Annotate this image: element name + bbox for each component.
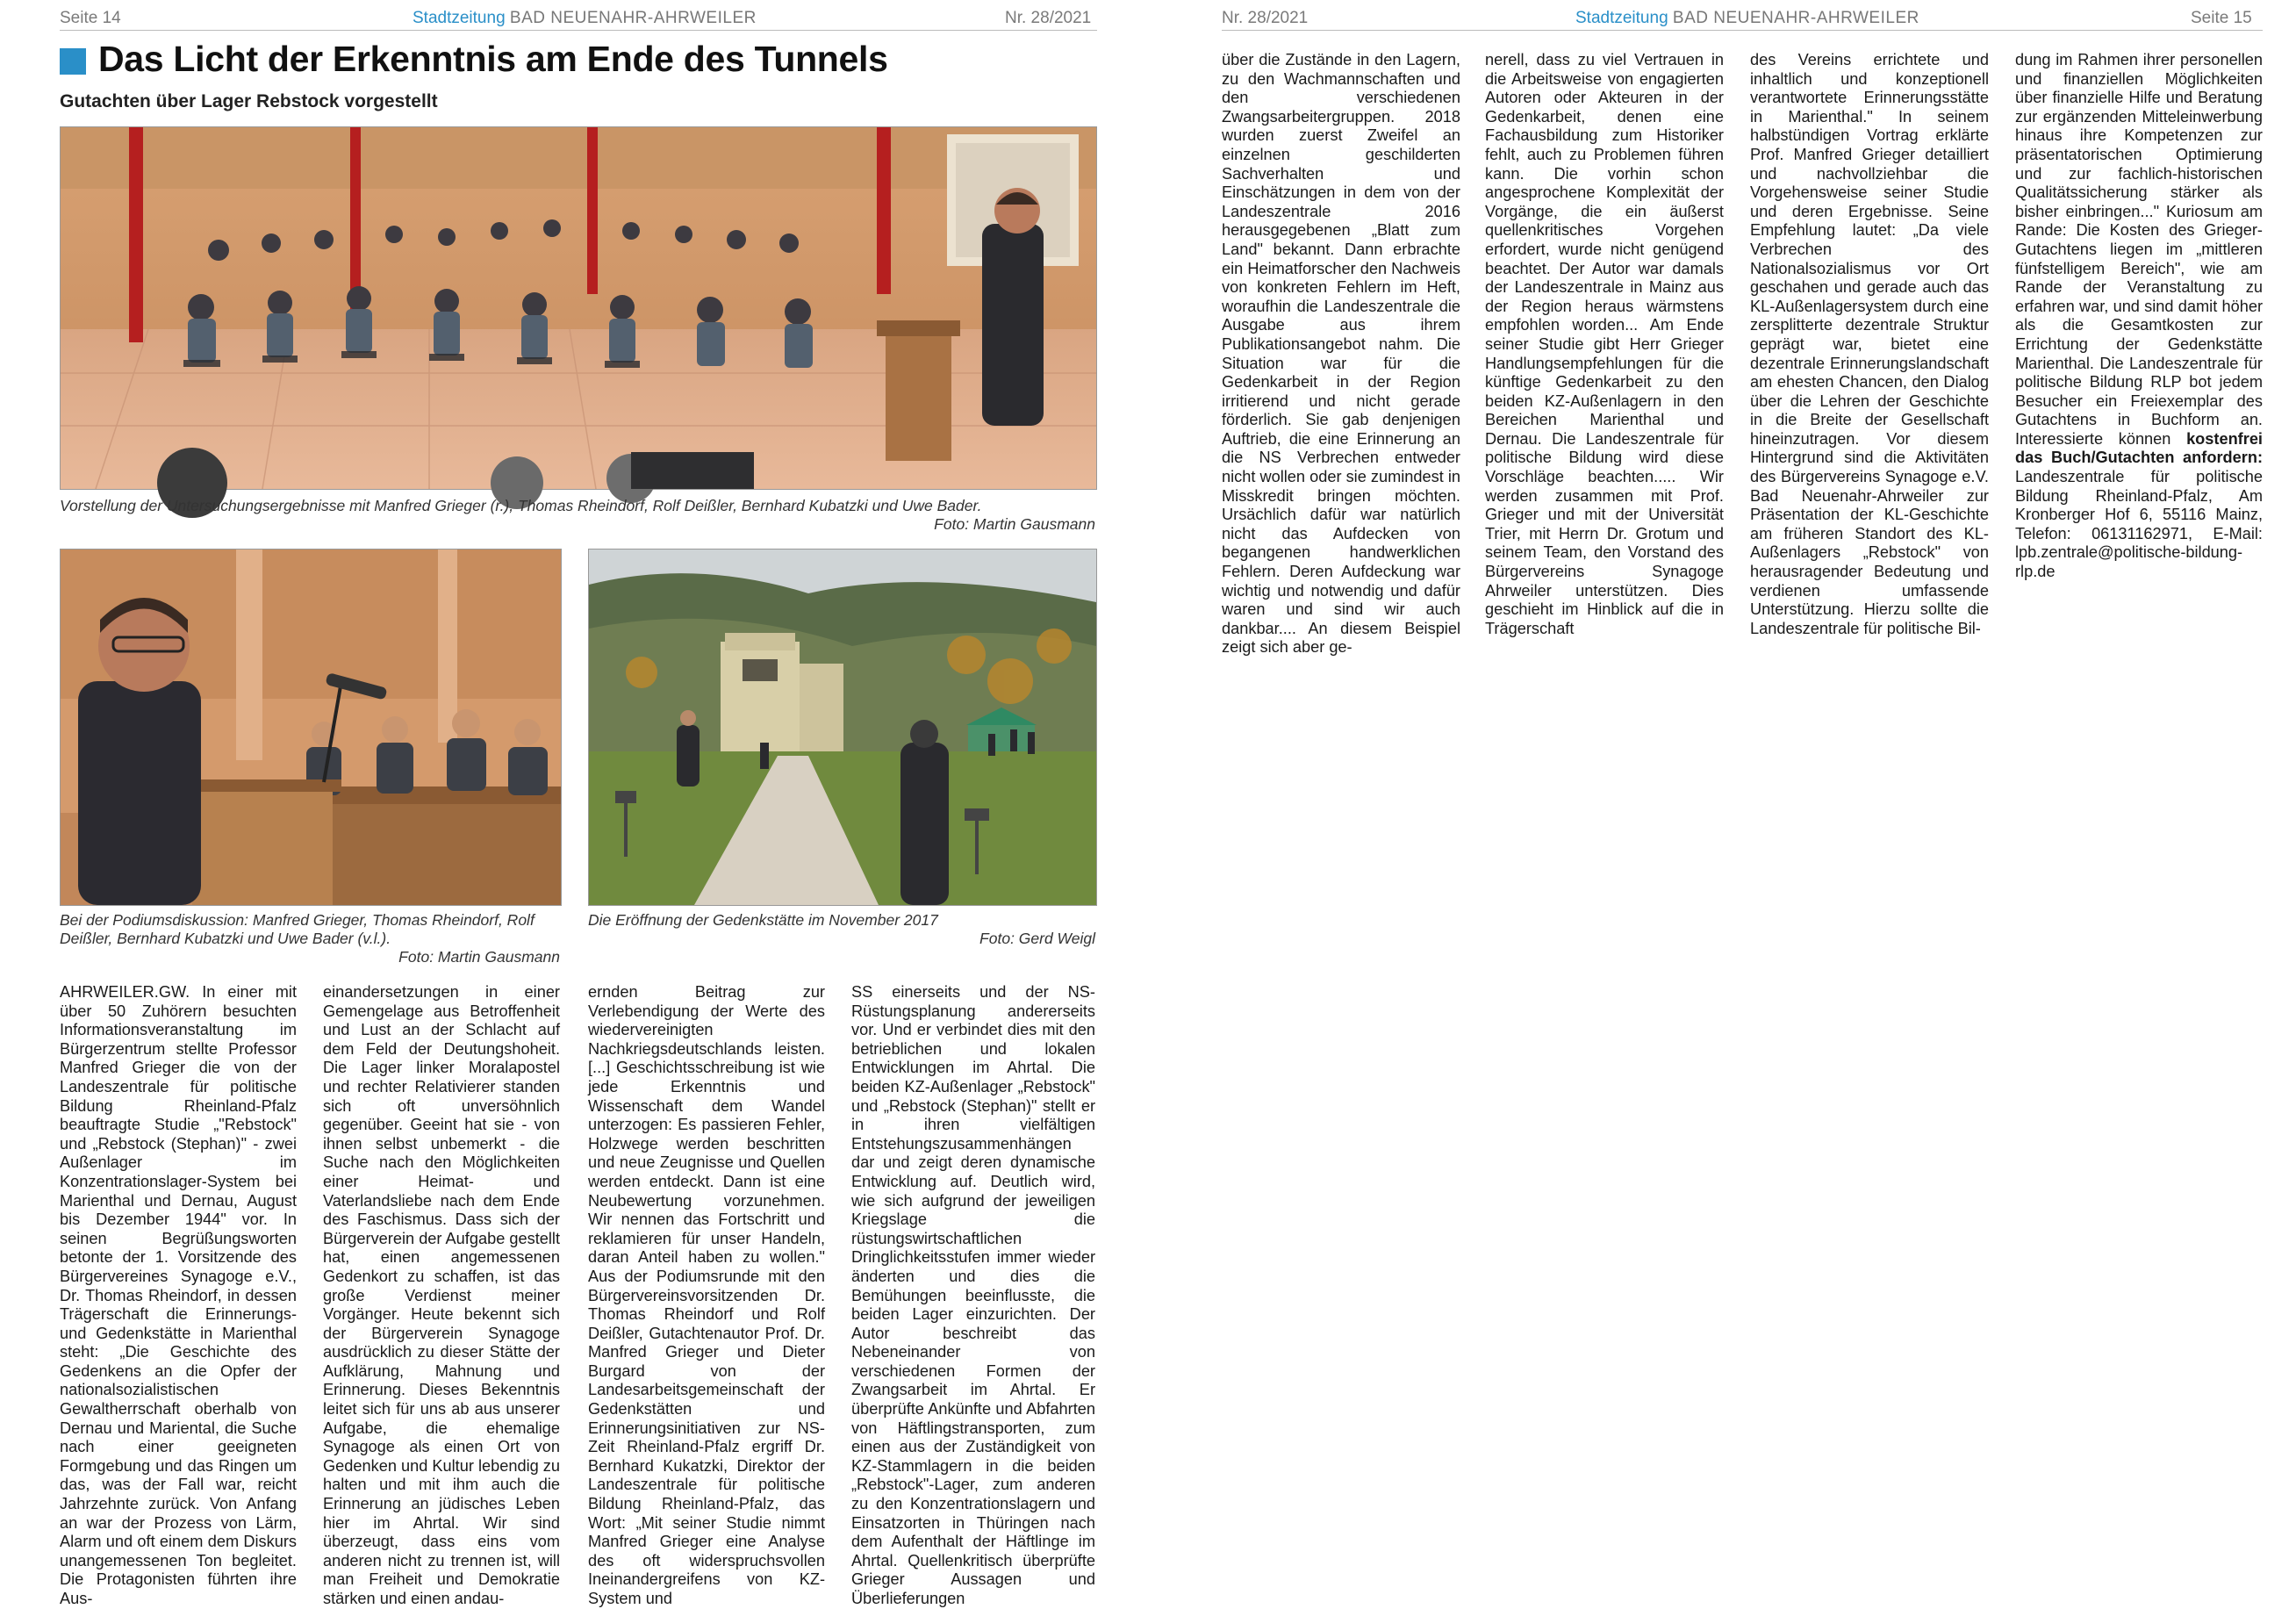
headline-square-icon: [60, 48, 86, 75]
right-brand-city: BAD NEUENAHR-AHRWEILER: [1672, 9, 1919, 27]
memorial-caption-text: Die Eröffnung der Gedenkstätte im November 2017: [588, 911, 938, 929]
article-column-7: [1750, 51, 1989, 637]
column-6-text: nerell, dass zu viel Vertrauen in die Arbeitsweise von engagierten Autoren oder Akteuren in der Gedenkarbeit, denen eine Fachausbildung zum Historiker fehlt, auch zu Problemen führen kann. Die vorhin schon angesprochene Komplexität der Vorgänge, die ein äußerst quellenkritisches Vorgehen erfordert, wurde nicht genügend beachtet. Der Autor war damals der Landeszentrale in Mainz aus der Region heraus wärmstens empfohlen worden... Am Ende seiner Studie gibt Herr Grieger Handlungsempfehlungen für die künftige Gedenkarbeit zu den beiden KZ-Außenlagern in den Bereichen Marienthal und Dernau. Die Landeszentrale für politische Bildung wird diese Vorschläge beachten..... Wir werden zusammen mit Prof. Grieger und mit der Universität Trier, mit Herrn Dr. Grotum und seinem Team, den Vorstand des Bürgervereins Synagoge Ahrweiler unterstützen. Dies geschieht im Hinblick auf die in Trägerschaft: [1485, 51, 1724, 637]
column-3-text: ernden Beitrag zur Verlebendigung der Werte des wiedervereinigten Nachkriegsdeutschlands leisten. [...] Geschichtsschreibung ist wie jede Erkenntnis und Wissenschaft dem Wandel unterzogen: Es passieren Fehler, Holzwege werden beschritten und neue Zeugnisse und Quellen werden entdeckt. Dann ist eine Neubewertung vorzunehmen. Wir nennen das Fortschritt und reklamieren für unser Handeln, daran Anteil haben zu wollen." Aus der Podiumsrunde mit den Bürgervereinsvorsitzenden Dr. Thomas Rheindorf und Rolf Deißler, Gutachtenautor Prof. Dr. Manfred Grieger und Dieter Burgard von der Landesarbeitsgemeinschaft der Gedenkstätten und Erinnerungsinitiativen zur NS-Zeit Rheinland-Pfalz ergriff Dr. Bernhard Kukatzki, Direktor der Landeszentrale für politische Bildung Rheinland-Pfalz, das Wort: „Mit seiner Studie nimmt Manfred Grieger eine Analyse des oft widerspruchsvollen Ineinandergreifens von KZ-System und: [588, 983, 825, 1607]
article-column-3: [588, 983, 825, 1607]
headline: Das Licht der Erkenntnis am Ende des Tunnels: [98, 39, 888, 79]
article-column-1: [60, 983, 297, 1607]
main-caption-text: Vorstellung der Untersuchungsergebnisse mit Manfred Grieger (r.), Thomas Rheindorf, Rolf Deißler, Bernhard Kubatzki und Uwe Bader.: [60, 497, 982, 514]
left-header-rule: [60, 30, 1097, 31]
column-8-text: [2015, 51, 2263, 582]
memorial-photo-caption: [588, 911, 1095, 948]
article-column-2: [323, 983, 560, 1607]
left-brand-city: BAD NEUENAHR-AHRWEILER: [509, 9, 757, 27]
column-7-text: des Vereins errichtete und inhaltlich und konzeptionell verantwortete Erinnerungsstätte in Marienthal." In seinem halbstündigen Vortrag erklärte Prof. Manfred Grieger detailliert und nachvollziehbar die Vorgehensweise seiner Studie und deren Ergebnisse. Seine Empfehlung lautet: „Da viele Verbrechen des Nationalsozialismus vor Ort geschahen und gerade auch das KL-Außenlagersystem durch eine zersplitterte dezentrale Struktur geprägt war, bietet eine dezentrale Erinnerungslandschaft am ehesten Chancen, den Dialog über die Lehren der Geschichte in die Breite der Gesellschaft hineinzutragen. Vor diesem Hintergrund sind die Aktivitäten des Bürgervereins Synagoge e.V. Bad Neuenahr-Ahrweiler zur Präsentation der KL-Geschichte am früheren Standort des KL-Außenlagers „Rebstock" von herausragender Bedeutung und verdienen umfassende Unterstützung. Hierzu sollte die Landeszentrale für politische Bil-: [1750, 51, 1989, 637]
memorial-photo-credit: Foto: Gerd Weigl: [979, 930, 1095, 947]
podium-caption-text: Bei der Podiumsdiskussion: Manfred Grieger, Thomas Rheindorf, Rolf Deißler, Bernhard Kubatzki und Uwe Bader (v.l.).: [60, 911, 535, 947]
right-brand-prefix: Stadtzeitung: [1575, 9, 1668, 27]
main-photo-caption: [60, 497, 1095, 534]
column-1-text: AHRWEILER.GW. In einer mit über 50 Zuhörern besuchten Informationsveranstaltung im Bürgerzentrum stellte Professor Manfred Grieger die von der Landeszentrale für politische Bildung Rheinland-Pfalz beauftragte Studie „"Rebstock" und „Rebstock (Stephan)" - zwei Außenlager im Konzentrationslager-System bei Marienthal und Dernau, August bis Dezember 1944" vor. In seinen Begrüßungsworten betonte der 1. Vorsitzende des Bürgervereines Synagoge e.V., Dr. Thomas Rheindorf, in dessen Trägerschaft die Erinnerungs- und Gedenkstätte in Marienthal steht: „Die Geschichte des Gedenkens an die Opfer der nationalsozialistischen Gewaltherrschaft oberhalb von Dernau und Mariental, die Suche nach einer geeigneten Formgebung und das Ringen um das, was der Fall war, reicht Jahrzehnte zurück. Von Anfang an war der Prozess von Lärm, Alarm und oft einem dem Diskurs unangemessenen Ton begleitet. Die Protagonisten führten ihre Aus-: [60, 983, 297, 1607]
podium-photo: [60, 549, 562, 906]
left-brand-prefix: Stadtzeitung: [413, 9, 506, 27]
right-page-number: Seite 15: [2191, 9, 2252, 27]
memorial-photo: [588, 549, 1097, 906]
subtitle: Gutachten über Lager Rebstock vorgestellt: [60, 91, 438, 111]
article-column-6: [1485, 51, 1724, 637]
order-notice-bold: kostenfrei das Buch/Gutachten anfordern:: [2015, 429, 2263, 467]
column-8-contact: Landeszentrale für politische Bildung Rheinland-Pfalz, Am Kronberger Hof 6, 55116 Mainz, Telefon: 06131162971, E-Mail: lpb.zentrale@politische-bildung-rlp.de: [2015, 468, 2263, 581]
column-5-text: über die Zustände in den Lagern, zu den Wachmannschaften und den verschiedenen Zwangsarbeitergruppen. 2018 wurden zuerst Zweifel an einzelnen geschilderten Sachverhalten und Einschätzungen in dem von der Landeszentrale 2016 herausgegebenen „Blatt zum Land" bekannt. Dann erbrachte ein Heimatforscher den Nachweis von konkreten Fehlern im Heft, woraufhin die Landeszentrale die Ausgabe aus ihrem Publikationsangebot nahm. Die Situation war für die Gedenkarbeit in der Region irritierend und nicht gerade förderlich. Sie gab denjenigen Auftrieb, die eine Erinnerung an die NS Verbrechen entweder nicht wollen oder sie zumindest in Misskredit bringen möchten. Ursächlich dafür war natürlich nicht das Aufdecken von begangenen handwerklichen Fehlern. Deren Aufdeckung war wichtig und notwendig und dafür waren und sind wir auch dankbar.... An diesem Beispiel zeigt sich aber ge-: [1222, 51, 1460, 657]
left-page-number: Seite 14: [60, 9, 121, 27]
podium-photo-credit: Foto: Martin Gausmann: [398, 948, 560, 966]
article-column-4: [851, 983, 1095, 1607]
column-8-text-a: dung im Rahmen ihrer personellen und finanziellen Möglichkeiten über finanzielle Hilfe und Beratung zur ergänzenden Mitteleinwerbung hinaus ihre Kompetenzen zur präsentatorischen Optimierung und zur fachlich-historischen Qualitätssicherung stärker als bisher einbringen..." Kuriosum am Rande: Die Kosten des Grieger-Gutachtens liegen im „mittleren fünfstelligem Bereich", wie am Rande der Veranstaltung zu erfahren war, und sind damit höher als die Gesamtkosten zur Errichtung der Gedenkstätte Marienthal. Die Landeszentrale für politische Bildung RLP bot jedem Besucher ein Freiexemplar des Gutachtens in Buchform an. Interessierte können: [2015, 51, 2263, 448]
right-masthead: [1575, 9, 1919, 28]
column-4-text: SS einerseits und der NS-Rüstungsplanung andererseits vor. Und er verbindet dies mit den betrieblichen und lokalen Entwicklungen im Ahrtal. Die beiden KZ-Außenlager „Rebstock" und „Rebstock (Stephan)" stellt er in ihren vielfältigen Entstehungszusammenhängen dar und zeigt deren dynamische Entwicklung auf. Deutlich wird, wie sich aufgrund der jeweiligen Kriegslage die rüstungswirtschaftlichen Dringlichkeitsstufen immer wieder änderten und dies die Bemühungen beeinflusste, die beiden Lager einzurichten. Der Autor beschreibt das Nebeneinander von verschiedenen Formen der Zwangsarbeit im Ahrtal. Er überprüfte Ankünfte und Abfahrten von Häftlingstransporten, zum einen aus der Zuständigkeit von KZ-Stammlagern in die beiden „Rebstock"-Lager, zum anderen zu den Konzentrationslagern und Einsatzorten in Thüringen nach dem Aufenthalt der Häftlinge im Ahrtal. Quellenkritisch überprüfte Grieger Aussagen und Überlieferungen: [851, 983, 1095, 1607]
article-column-8: [2015, 51, 2263, 621]
main-photo-credit: Foto: Martin Gausmann: [934, 515, 1095, 533]
right-issue-number: Nr. 28/2021: [1222, 9, 1309, 27]
article-column-5: [1222, 51, 1460, 657]
column-2-text: einandersetzungen in einer Gemengelage aus Betroffenheit und Lust an der Schlacht auf dem Feld der Deutungshoheit. Die Lager linker Moralapostel und rechter Relativierer standen sich oft unversöhnlich gegenüber. Geeint hat sie - von ihnen selbst unbemerkt - die Suche nach den Möglichkeiten einer Heimat- und Vaterlandsliebe nach dem Ende des Faschismus. Dass sich der Bürgerverein der Aufgabe gestellt hat, einen angemessenen Gedenkort zu schaffen, ist das große Verdienst meiner Vorgänger. Heute bekennt sich der Bürgerverein Synagoge ausdrücklich zu dieser Stätte der Aufklärung, Mahnung und Erinnerung. Dieses Bekenntnis leitet sich für uns ab aus unserer Aufgabe, die ehemalige Synagoge als einen Ort von Gedenken und Kultur lebendig zu halten und mit ihm auch die Erinnerung an jüdisches Leben hier im Ahrtal. Wir sind überzeugt, dass eins vom anderen nicht zu trennen ist, will man Freiheit und Demokratie stärken und einen andau-: [323, 983, 560, 1607]
main-photo: [60, 126, 1097, 490]
podium-photo-caption: [60, 911, 560, 966]
right-header-rule: [1222, 30, 2263, 31]
left-issue-number: Nr. 28/2021: [1005, 9, 1092, 27]
left-masthead: [413, 9, 757, 28]
